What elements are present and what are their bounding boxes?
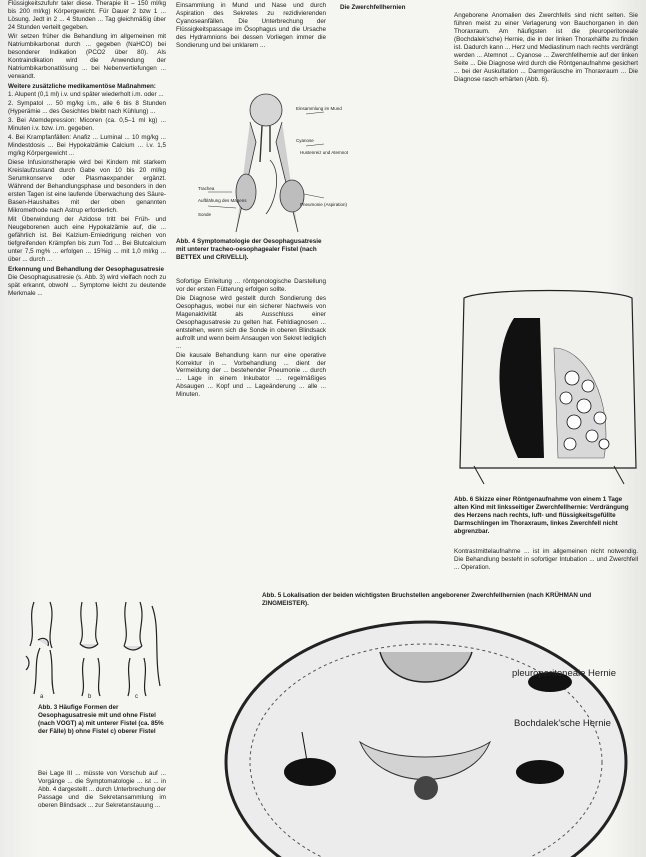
list-item: 2. Sympatol ... 50 mg/kg i.m., alle 6 bis 8 Stunden (Hyperämie ... des Gesichtes bleibt nach Kühlung) ... — [8, 100, 166, 116]
lung-shape — [236, 174, 256, 210]
head-shape — [250, 94, 282, 126]
list-item: 4. Bei Krampfanfällen: Anafiz ... Luminal ... 10 mg/kg ... Mindestdosis ... Bei Hypokalzämie Calcium ... i.v. 1,5 mg/kg Körpergewicht ... — [8, 134, 166, 158]
figure-4-symptom-sketch — [196, 82, 349, 232]
section-heading: Weitere zusätzliche medikamentöse Maßnahmen: — [8, 82, 156, 90]
fig4-label: Trachea — [198, 186, 215, 191]
stomach-shape — [280, 180, 304, 212]
atresia-form-a — [26, 602, 54, 694]
left-hernia-spot — [284, 758, 336, 786]
paragraph: Flüssigkeitszufuhr taler diese. Therapie lit – 150 ml/kg bis 200 ml/kg) Körpergewicht. Für Dauer 2 bzw 1 ... Lösung. Jedt in 2 ... 4 Stunden ... Tag gleichmäßig über 24 Stunden verteilt gegeben. — [8, 0, 166, 31]
column-right — [454, 12, 638, 85]
fig3-label-c: c — [135, 694, 138, 700]
fig4-label: Cyanose — [296, 138, 314, 143]
fig4-label: Pneumonie (Aspiration) — [300, 202, 348, 207]
atresia-form-b — [80, 602, 100, 696]
figure-3-caption: Abb. 3 Häufige Formen der Oesophagusatresie mit und ohne Fistel (nach VOGT) a) mit unterer Fistel (ca. 85% der Fälle) b) ohne Fistel c) oberer Fistel — [38, 704, 164, 735]
column-middle — [176, 278, 326, 400]
section-heading: Die Zwerchfellhernien — [340, 4, 406, 11]
figure-4-caption: Abb. 4 Symptomatologie der Oesophagusatresie mit unterer tracheo-oesophagealer Fistel (nach BETTEX und CRIVELLI). — [176, 238, 322, 261]
figure-5-diaphragm-diagram — [190, 612, 646, 857]
paragraph: Angeborene Anomalien des Zwerchfells sind nicht selten. Sie führen meist zu einer Verlagerung von Bauchorganen in den Thoraxraum. Am häufigsten ist die pleuroperitoneale (Bochdalek'sche) Hernie, die in der linken Thoraxhälfte zu finden ist. Dadurch kann ... Herz und Mediastinum nach rechts verdrängt werden ... Atemnot ... Cyanose ... Zwerchfellhernie auf der linken Seite ... Die Diagnose wird durch die Röntgenaufnahme gesichert ... bei der Auskultation ... Darmgeräusche im Thoraxraum ... Die Diagnose rasch erhärten (Abb. 6). — [454, 12, 638, 83]
fig3-label-a: a — [40, 694, 44, 700]
figure-5-caption: Abb. 5 Lokalisation der beiden wichtigsten Bruchstellen angeborener Zwerchfellhernien (nach KRÜHMAN und ZINGMEISTER). — [262, 592, 592, 607]
column-left — [8, 0, 166, 299]
paragraph: Bei Lage III ... müsste von Vorschub auf ... Vorgänge ... die Symptomatologie ... ist ... in Abb. 4 dargestellt ... durch Unterbrechung der Passage und die Sekretansammlung im oberen Blindsack ... zur Sekretanstauung ... — [38, 770, 166, 809]
paragraph: Die Oesophagusatresie (s. Abb. 3) wird vielfach noch zu spät erkannt, obwohl ... Symptome leicht zu deutende Merkmale ... — [8, 274, 166, 298]
label-bochdalek-hernie: Bochdalek'sche Hernie — [514, 718, 611, 729]
paragraph: Die Diagnose wird gestellt durch Sondierung des Oesophagus, wobei nur ein sicherer Nachweis von Magenaktivität als Ausschluss einer Oesophagusatresie zu gelten hat. Fehldiagnosen ... entstehen, wenn sich die Sonde in oberen Blindsack aufrollt und wenn beim Ansaugen von Sekret lediglich ... — [176, 294, 326, 350]
figure-6-caption: Abb. 6 Skizze einer Röntgenaufnahme von einem 1 Tage alten Kind mit linksseitiger Zwerchfellhernie: Verdrängung des Herzens nach rechts, luft- und flüssigkeitsgefüllte Darmschlingen im Thoraxraum, linkes Zwerchfell nicht abgrenzbar. — [454, 496, 629, 535]
label-pleuroperitoneal-hernie: pleuroperitoneale Hernie — [512, 668, 617, 679]
aorta-hiatus — [414, 776, 438, 800]
paragraph: Kontrastmittelaufnahme ... ist im allgemeinen nicht notwendig. Die Behandlung besteht in sofortiger Intubation ... und Zwerchfell ... Operation. — [454, 548, 638, 571]
paragraph: Mit Überwindung der Azidose tritt bei Früh- und Neugeborenen auch eine Hypokalzämie auf, die ... gefährlich ist. Bei Kalzium-Erniedrigung reichen von tiefgreifenden Krämpfen bis zum Tod ... Bei Blutcalcium unter 7,5 mg% ... erfolgen ... 15%ig ... mit 1,0 ml/kg ... über ... durch ... — [8, 215, 166, 263]
fig4-label: Einsammlung im Mund — [296, 106, 342, 111]
paragraph: Einsammlung in Mund und Nase und durch Aspiration des Sekretes zu rezidivierenden Cyanoseanfällen. Die Unterbrechung der Flüssigkeitspassage im Ösophagus und die Ursache des Hydramnions bei dessen Vorliegen immer die Sondierung und bei unklarem ... — [176, 2, 326, 49]
paragraph: Die kausale Behandlung kann nur eine operative Korrektur in ... Vorbehandlung ... dient der Vermeidung der ... bestehender Pneumonie ... durch ... Lage in einem Inkubator ... regelmäßiges Absaugen ... Kopf und ... Lageänderung ... alle ... Minuten. — [176, 351, 326, 399]
oesophagus-stub — [260, 126, 270, 162]
fig4-label: Sonde — [198, 212, 212, 217]
thorax-outline — [460, 291, 636, 469]
trachea-line — [266, 160, 277, 214]
fig4-label: Hustenreiz und Atemnot — [300, 150, 349, 155]
section-heading: Erkennung und Behandlung der Oesophagusatresie — [8, 265, 165, 273]
figure-6-xray-sketch — [454, 288, 640, 488]
paragraph: Sofortige Einleitung ... röntgenologische Darstellung vor der ersten Fütterung erfolgen sollte. — [176, 278, 326, 293]
column-middle-top — [176, 2, 326, 51]
fig4-label: Aufblähung des Magens — [198, 198, 247, 203]
fig3-label-b: b — [88, 694, 92, 700]
figure-3-atresia-forms — [20, 596, 170, 700]
atresia-form-c — [124, 602, 160, 696]
paragraph: Diese Infusionstherapie wird bei Kindern mit starkem Kreislaufzustand durch Gabe von 10 bis 20 ml/kg Serumkonserve oder Plasmaexpander ergänzt. Während der Behandlungsphase und besonders in den ersten Tagen ist eine laufende Überwachung des Säure-Basen-Haushaltes mit der oben genannten Mikromethode nach Astrup erforderlich. — [8, 159, 166, 214]
paragraph: Wir setzen früher die Behandlung im allgemeinen mit Natriumbikarbonat durch ... gegeben (NaHCO) bei besonderer Indikation (PCO2 über 80). Als Kontraindikation wird die Anwendung der Natriumbikarbonatlösung ... bei Nebenvertiefungen ... verwandt. — [8, 32, 166, 80]
list-item: 3. Bei Atemdepression: Micoren (ca. 0,5–1 ml kg) ... Minuten i.v. bzw. i.m. gegeben. — [8, 117, 166, 133]
list-item: 1. Alupent (0,1 ml) i.v. und später wiederholt i.m. oder ... — [8, 91, 164, 99]
bochdalek-hernia-spot — [516, 760, 564, 784]
column-right-bottom — [454, 548, 638, 573]
column-left-bottom — [38, 770, 166, 811]
